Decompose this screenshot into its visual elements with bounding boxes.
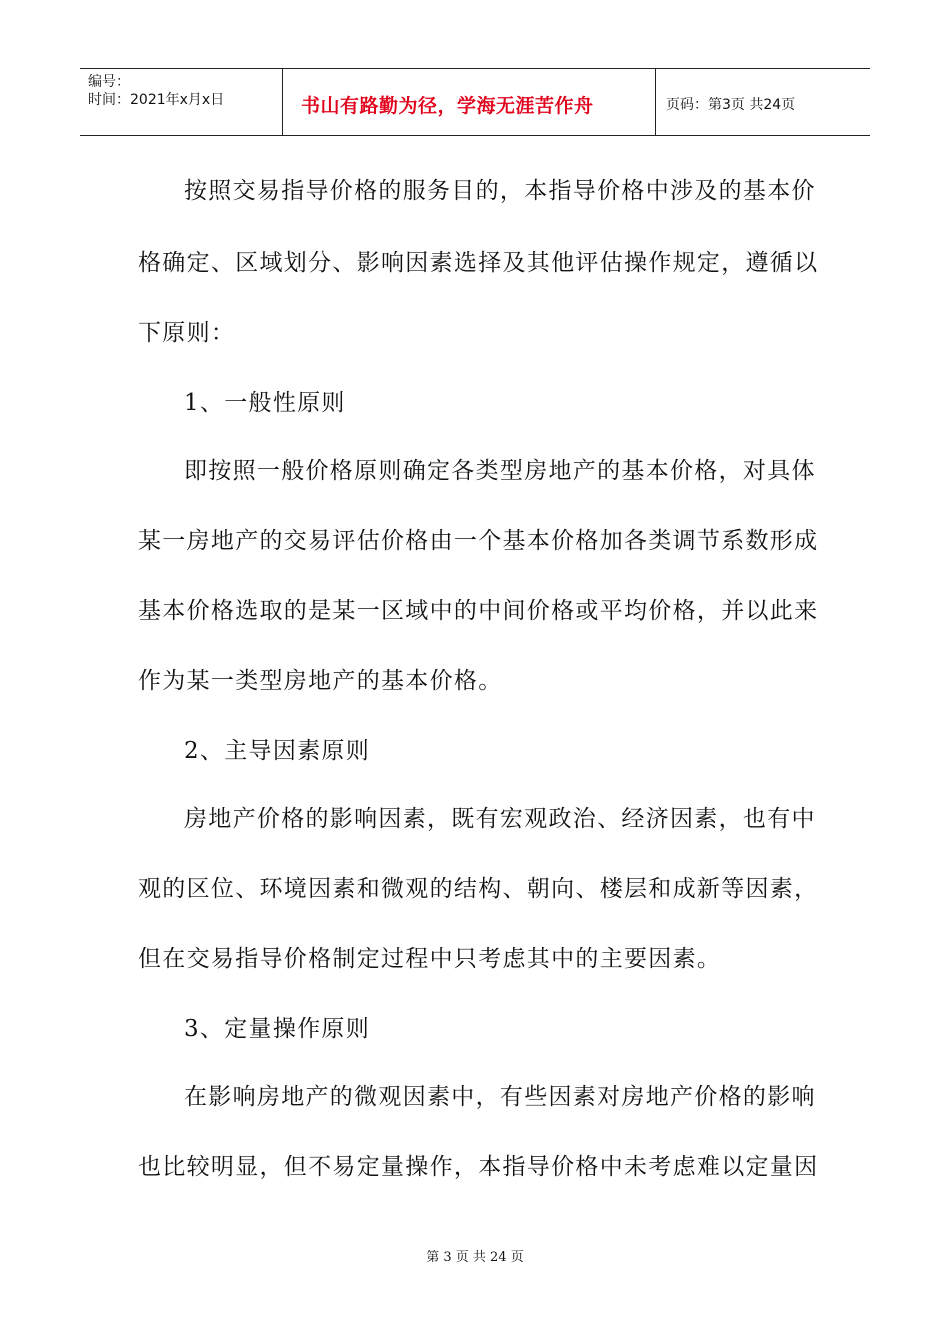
document-header [80,68,870,136]
header-motto: 书山有路勤为径，学海无涯苦作舟 [301,95,594,117]
paragraph-line: 即按照一般价格原则确定各类型房地产的基本价格，对具体 [184,458,816,484]
section-heading: 3、定量操作原则 [184,1016,371,1042]
page-footer: 第 3 页 共 24 页 [426,1250,524,1265]
section-heading: 2、主导因素原则 [184,738,371,764]
header-page-code: 页码：第3页 共24页 [666,97,796,113]
document-number-label: 编号： [88,74,130,90]
paragraph-line: 观的区位、环境因素和微观的结构、朝向、楼层和成新等因素， [138,876,819,902]
header-motto-cell [283,69,656,135]
paragraph-line: 下原则： [138,320,236,346]
paragraph-line: 但在交易指导价格制定过程中只考虑其中的主要因素。 [138,946,722,972]
paragraph-line: 某一房地产的交易评估价格由一个基本价格加各类调节系数形成 [138,528,819,554]
paragraph-line: 作为某一类型房地产的基本价格。 [138,668,503,694]
paragraph-line: 也比较明显，但不易定量操作，本指导价格中未考虑难以定量因 [138,1154,819,1180]
document-time-label: 时间：2021年x月x日 [88,92,225,108]
header-page-cell [656,69,870,135]
header-meta-cell [80,69,283,135]
section-heading: 1、一般性原则 [184,390,346,416]
paragraph-line: 房地产价格的影响因素，既有宏观政治、经济因素，也有中 [184,806,816,832]
paragraph-line: 按照交易指导价格的服务目的，本指导价格中涉及的基本价 [184,178,816,204]
paragraph-line: 基本价格选取的是某一区域中的中间价格或平均价格，并以此来 [138,598,819,624]
paragraph-line: 在影响房地产的微观因素中，有些因素对房地产价格的影响 [184,1084,816,1110]
paragraph-line: 格确定、区域划分、影响因素选择及其他评估操作规定，遵循以 [138,250,819,276]
